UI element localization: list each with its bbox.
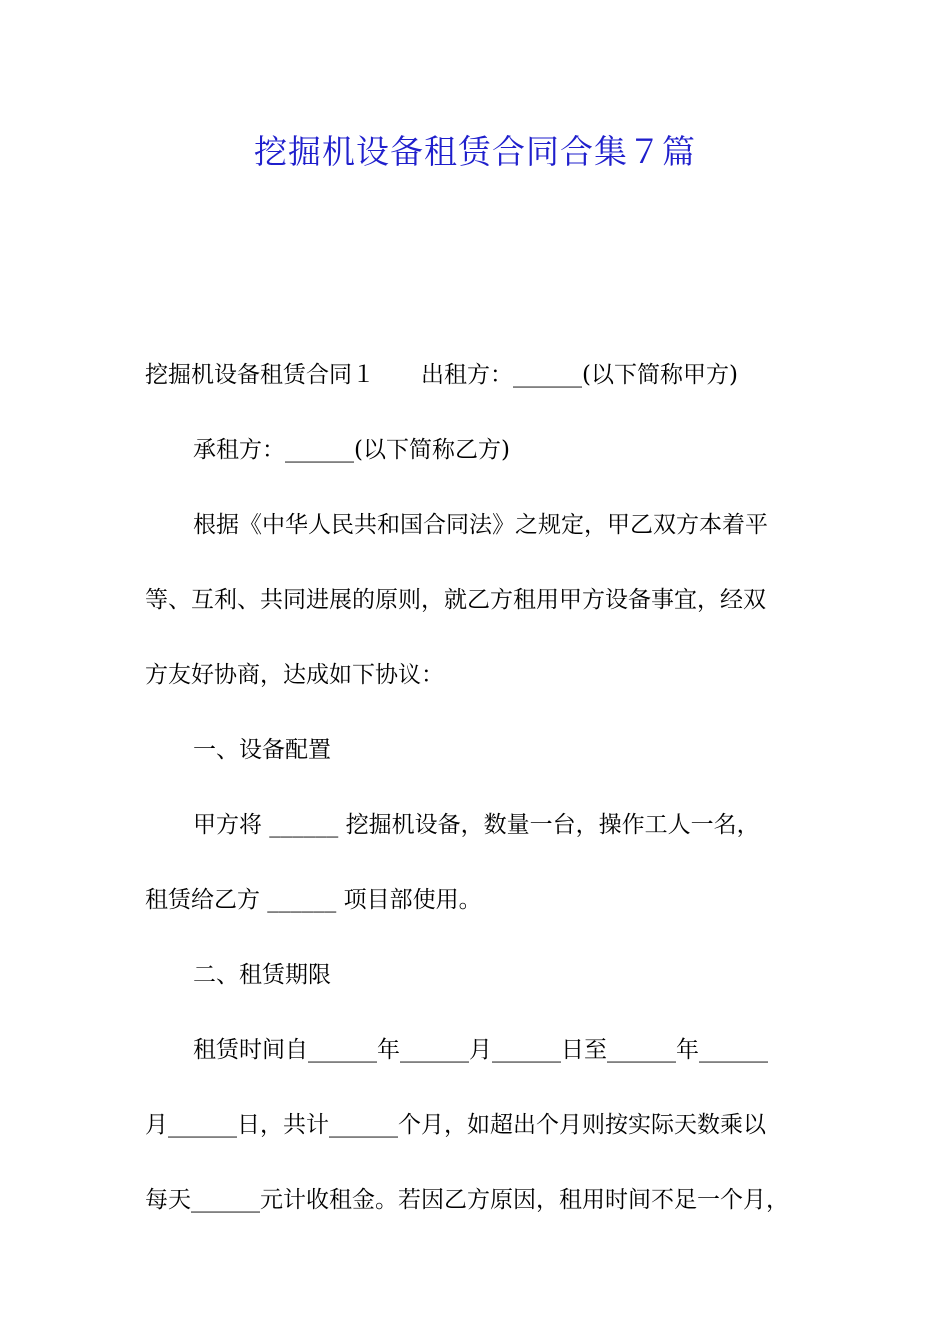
paragraph-line: 租赁给乙方 ______ 项目部使用。 [145, 887, 482, 913]
paragraph-line: 租赁时间自______年______月______日至______年______ [193, 1037, 768, 1063]
lessor-line: 出租方：______(以下简称甲方) [421, 362, 738, 388]
contract-heading: 挖掘机设备租赁合同１ [145, 362, 375, 388]
paragraph-line: 等、互利、共同进展的原则，就乙方租用甲方设备事宜，经双 [145, 587, 766, 613]
paragraph-line: 每天______元计收租金。若因乙方原因，租用时间不足一个月， [145, 1187, 789, 1213]
paragraph-line: 月______日，共计______个月，如超出个月则按实际天数乘以 [145, 1112, 766, 1138]
paragraph-line: 根据《中华人民共和国合同法》之规定，甲乙双方本着平 [193, 512, 768, 538]
section-heading: 二、租赁期限 [193, 962, 331, 988]
section-heading: 一、设备配置 [193, 737, 331, 763]
paragraph-line-1 [145, 338, 825, 413]
document-title: 挖掘机设备租赁合同合集７篇 [254, 132, 696, 171]
document-body [145, 338, 825, 1238]
lessee-line: 承租方：______(以下简称乙方) [193, 437, 510, 463]
paragraph-line: 甲方将 ______ 挖掘机设备，数量一台，操作工人一名， [193, 812, 760, 838]
paragraph-line: 方友好协商，达成如下协议： [145, 662, 444, 688]
